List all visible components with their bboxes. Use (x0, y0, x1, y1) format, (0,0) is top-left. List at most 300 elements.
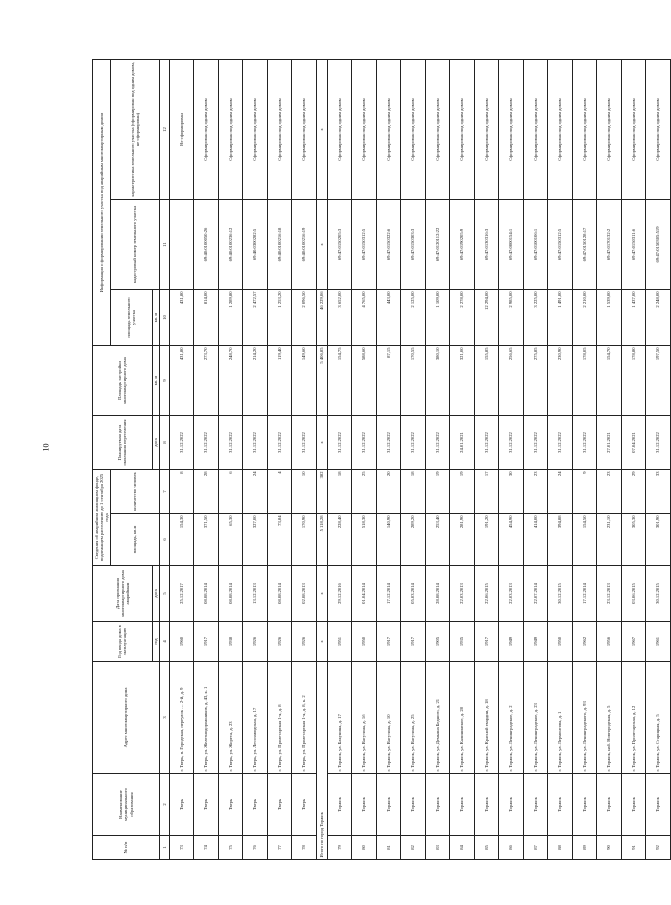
cell-year: 1956 (597, 622, 622, 662)
hdr-area: площадь, кв.м (110, 514, 159, 566)
cell-people: 20 (376, 470, 401, 514)
cell-land: 2 248,00 (646, 290, 671, 346)
cell-land: 1 289,80 (218, 290, 243, 346)
cell-date: 28.08.2014 (425, 566, 450, 622)
emergency-housing-table (92, 59, 671, 860)
cell-date: 03.06.2015 (621, 566, 646, 622)
cell-date: 02.08.2013 (292, 566, 317, 622)
cell-n: 76 (243, 836, 268, 860)
cell-cad: 69:47:0000154:1 (499, 200, 524, 290)
column-number: 9 (159, 346, 169, 416)
cell-year: 1917 (401, 622, 426, 662)
cell-land: 3 652,00 (327, 290, 352, 346)
cell-mun: Торжок (474, 774, 499, 836)
column-number: 10 (159, 290, 169, 346)
cell-area: 231,10 (597, 514, 622, 566)
cell-addr: г. Торжок, ул. Пролетарская, д. 12 (621, 662, 646, 774)
cell-addr: г. Торжок, ул. Ленинградское, д. 2 (499, 662, 524, 774)
cell-mun: Торжок (523, 774, 548, 836)
cell-area: 154,50 (572, 514, 597, 566)
subtotal-bld: 5 406,85 (316, 346, 327, 416)
hdr-fund-group: Сведения об аварийном жилищном фонде, подлежащем расселению до 1 сентября 2025 года (93, 470, 111, 566)
cell-date: 22.03.2013 (450, 566, 475, 622)
cell-addr: г. Тверь, ул. Пролетарская 1-я, д. 8 (267, 662, 292, 774)
cell-cad: 69:47:0120112:22 (425, 200, 450, 290)
cell-planned: 31.12.2022 (169, 416, 194, 470)
cell-people: 6 (218, 470, 243, 514)
cell-date: 29.12.2016 (327, 566, 352, 622)
cell-char: Сформирован под одним домом (267, 59, 292, 199)
hdr-land-area-unit: кв. м (152, 290, 159, 346)
cell-char: Сформирован под одним домом (352, 59, 377, 199)
cell-n: 88 (548, 836, 573, 860)
cell-addr: г. Торжок, ул. Бакунина, д. 17 (327, 662, 352, 774)
cell-char: Сформирован под одним домом (243, 59, 268, 199)
cell-n: 83 (425, 836, 450, 860)
cell-mun: Тверь (267, 774, 292, 836)
cell-cad: 69:47:0170132:2 (597, 200, 622, 290)
subtotal-date: х (316, 566, 327, 622)
cell-area: 289,20 (401, 514, 426, 566)
cell-planned: 31.12.2022 (218, 416, 243, 470)
cell-people: 29 (621, 470, 646, 514)
hdr-planned-date: дата (152, 416, 159, 470)
cell-date: 08.08.2014 (218, 566, 243, 622)
cell-addr: г. Торжок, ул. Демьяна Бедного, д. 21 (425, 662, 450, 774)
cell-area: 327,00 (243, 514, 268, 566)
cell-year: 1938 (218, 622, 243, 662)
cell-n: 90 (597, 836, 622, 860)
cell-mun: Торжок (499, 774, 524, 836)
cell-addr: г. Торжок, ул. Калининское, д. 28 (450, 662, 475, 774)
cell-land: 1 109,00 (425, 290, 450, 346)
cell-n: 87 (523, 836, 548, 860)
hdr-address: Адрес многоквартирного дома (93, 662, 160, 774)
cell-people: 28 (194, 470, 219, 514)
cell-area: 394,88 (548, 514, 573, 566)
cell-mun: Тверь (169, 774, 194, 836)
cell-addr: г. Тверь, п. Городская, переулок … 2-й, д. 9 (169, 662, 194, 774)
cell-people: 24 (243, 470, 268, 514)
cell-n: 91 (621, 836, 646, 860)
cell-mun: Торжок (450, 774, 475, 836)
cell-mun: Торжок (327, 774, 352, 836)
cell-char: Сформирован под одним домом (597, 59, 622, 199)
table-row (352, 59, 377, 859)
cell-year: 1905 (425, 622, 450, 662)
cell-bld: 197,50 (646, 346, 671, 416)
cell-land: 443,00 (376, 290, 401, 346)
table-row (292, 59, 317, 859)
cell-cad: 69:47:0150205:3 (327, 200, 352, 290)
cell-people: 33 (646, 470, 671, 514)
cell-people: 4 (267, 470, 292, 514)
rotated-table-wrapper (92, 60, 661, 860)
cell-date: 08.08.2014 (267, 566, 292, 622)
cell-date: 05.03.2014 (401, 566, 426, 622)
cell-year: 1917 (474, 622, 499, 662)
cell-area: 140,90 (376, 514, 401, 566)
cell-bld: 119,40 (267, 346, 292, 416)
cell-planned: 31.12.2022 (292, 416, 317, 470)
cell-date: 22.06.2015 (474, 566, 499, 622)
cell-people: 19 (450, 470, 475, 514)
cell-area: 518,30 (352, 514, 377, 566)
table-row (621, 59, 646, 859)
cell-land: 4 765,00 (352, 290, 377, 346)
subtotal-char: х (316, 59, 327, 199)
table-row (450, 59, 475, 859)
cell-bld: 588,60 (352, 346, 377, 416)
cell-n: 86 (499, 836, 524, 860)
subtotal-year: х (316, 622, 327, 662)
column-number: 12 (159, 59, 169, 199)
hdr-year: год (152, 622, 159, 662)
table-row (243, 59, 268, 859)
cell-bld: 154,75 (327, 346, 352, 416)
cell-date: 08.08.2014 (194, 566, 219, 622)
cell-cad: 69:40:0300282:5 (243, 200, 268, 290)
cell-planned: 31.12.2022 (267, 416, 292, 470)
cell-addr: г. Торжок, ул. Ватутина, д. 1б (352, 662, 377, 774)
cell-year: 1951 (327, 622, 352, 662)
table-row (646, 59, 671, 859)
cell-planned: 31.12.2022 (327, 416, 352, 470)
cell-mun: Тверь (194, 774, 219, 836)
cell-n: 79 (327, 836, 352, 860)
column-number-row (159, 59, 169, 859)
cell-planned: 31.12.2022 (376, 416, 401, 470)
cell-land: 2 985,00 (499, 290, 524, 346)
cell-land: 2 096,50 (292, 290, 317, 346)
table-row (499, 59, 524, 859)
cell-char: Сформирован под одним домом (499, 59, 524, 199)
cell-planned: 07.04.2021 (621, 416, 646, 470)
cell-cad: 69:47:0150311:6 (621, 200, 646, 290)
cell-mun: Торжок (646, 774, 671, 836)
cell-addr: г. Тверь, ул. Железнодорожников, д. 43, к. 1 (194, 662, 219, 774)
cell-area: 301,90 (646, 514, 671, 566)
cell-planned: 31.12.2022 (646, 416, 671, 470)
table-row (194, 59, 219, 859)
cell-date: 13.12.2013 (243, 566, 268, 622)
cell-bld: 149,60 (292, 346, 317, 416)
cell-people: 17 (474, 470, 499, 514)
cell-planned: 31.12.2022 (572, 416, 597, 470)
cell-bld: 431,80 (169, 346, 194, 416)
table-row (169, 59, 194, 859)
cell-year: 1950 (352, 622, 377, 662)
cell-people: 9 (572, 470, 597, 514)
cell-addr: г. Торжок, наб. Новгородская, д. 5 (597, 662, 622, 774)
cell-mun: Торжок (352, 774, 377, 836)
cell-date: 17.12.2014 (572, 566, 597, 622)
cell-area: 191,20 (474, 514, 499, 566)
cell-land: 1 253,20 (267, 290, 292, 346)
cell-mun: Тверь (243, 774, 268, 836)
cell-char: Сформирован под одним домом (646, 59, 671, 199)
cell-addr: г. Торжок, ул. Красной гвардии, д. 18 (474, 662, 499, 774)
subtotal-cad: х (316, 200, 327, 290)
cell-n: 92 (646, 836, 671, 860)
cell-cad: 69:40:0100216:19 (292, 200, 317, 290)
table-row (327, 59, 352, 859)
cell-people: 18 (327, 470, 352, 514)
cell-addr: г. Торжок, ул. Ленинградского, д. 93 (572, 662, 597, 774)
cell-date: 25.12.2017 (169, 566, 194, 622)
hdr-characteristic: характеристика земельного участка (сформирован под одним домом, не сформирован) (110, 59, 159, 199)
cell-area: 371,50 (194, 514, 219, 566)
cell-bld: 87,15 (376, 346, 401, 416)
hdr-recognition-group: Дата признания многоквартирного дома аварийным (93, 566, 153, 622)
cell-area: 305,30 (621, 514, 646, 566)
cell-n: 75 (218, 836, 243, 860)
cell-cad: 69:47:0150312:5 (352, 200, 377, 290)
cell-n: 73 (169, 836, 194, 860)
cell-addr: г. Торжок, ул. Лермонтова, д. 1 (548, 662, 573, 774)
cell-date: 23.12.2013 (597, 566, 622, 622)
cell-char: Сформирован под одним домом (621, 59, 646, 199)
column-number: 6 (159, 514, 169, 566)
cell-cad: 69:47:0150128:17 (572, 200, 597, 290)
cell-area: 65,30 (218, 514, 243, 566)
cell-bld: 380,10 (425, 346, 450, 416)
cell-land: 2 278,00 (450, 290, 475, 346)
cell-cad: 69:47:0150322:6 (376, 200, 401, 290)
cell-mun: Торжок (376, 774, 401, 836)
cell-char: Сформирован под одним домом (327, 59, 352, 199)
column-number: 4 (159, 622, 169, 662)
table-row (218, 59, 243, 859)
cell-bld: 256,65 (499, 346, 524, 416)
cell-people: 18 (401, 470, 426, 514)
cell-mun: Торжок (425, 774, 450, 836)
cell-n: 82 (401, 836, 426, 860)
cell-mun: Торжок (621, 774, 646, 836)
cell-planned: 31.12.2022 (523, 416, 548, 470)
column-number: 3 (159, 662, 169, 774)
hdr-people: количество человек (110, 470, 159, 514)
cell-area: 414,00 (523, 514, 548, 566)
cell-bld: 273,70 (194, 346, 219, 416)
cell-planned: 31.12.2022 (401, 416, 426, 470)
cell-cad (169, 200, 194, 290)
cell-bld: 154,70 (597, 346, 622, 416)
cell-land: 1 539,00 (597, 290, 622, 346)
cell-mun: Торжок (401, 774, 426, 836)
cell-bld: 214,20 (243, 346, 268, 416)
cell-year: 1926 (267, 622, 292, 662)
cell-people: 23 (597, 470, 622, 514)
hdr-municipality: Наименование муниципального образования (93, 774, 160, 836)
hdr-cadastral: кадастровый номер земельного участка (110, 200, 159, 290)
cell-date: 30.12.2015 (548, 566, 573, 622)
cell-year: 1962 (572, 622, 597, 662)
cell-n: 74 (194, 836, 219, 860)
cell-area: 73,84 (267, 514, 292, 566)
cell-date: 01.04.2014 (352, 566, 377, 622)
table-row (401, 59, 426, 859)
column-number: 5 (159, 566, 169, 622)
cell-cad: 69:40:0100236:12 (218, 200, 243, 290)
column-number: 7 (159, 470, 169, 514)
cell-area: 253,40 (425, 514, 450, 566)
cell-n: 78 (292, 836, 317, 860)
cell-mun: Торжок (597, 774, 622, 836)
cell-area: 281,90 (450, 514, 475, 566)
cell-people: 24 (548, 470, 573, 514)
cell-area: 170,90 (292, 514, 317, 566)
cell-addr: г. Тверь, ул. Жореса, д. 23 (218, 662, 243, 774)
hdr-recognition-date: дата (152, 566, 159, 622)
cell-char: Сформирован под одним домом (292, 59, 317, 199)
cell-people: 30 (499, 470, 524, 514)
cell-n: 80 (352, 836, 377, 860)
subtotal-planned: х (316, 416, 327, 470)
cell-mun: Торжок (548, 774, 573, 836)
cell-bld: 321,00 (450, 346, 475, 416)
cell-people: 19 (425, 470, 450, 514)
cell-cad: 69:47:0150303:3 (401, 200, 426, 290)
cell-year: 1967 (621, 622, 646, 662)
cell-n: 85 (474, 836, 499, 860)
page-number: 10 (41, 443, 51, 452)
cell-land: 814,00 (194, 290, 219, 346)
cell-addr: г. Торжок, ул. Ватутина, д. 25 (401, 662, 426, 774)
cell-planned: 31.12.2022 (474, 416, 499, 470)
hdr-land-area: площадь земельного участка (110, 290, 152, 346)
cell-year: 1926 (292, 622, 317, 662)
cell-planned: 31.12.2022 (352, 416, 377, 470)
cell-date: 22.07.2014 (523, 566, 548, 622)
cell-addr: г. Торжок, ул. Старицкая, д. 5 (646, 662, 671, 774)
column-number: 8 (159, 416, 169, 470)
cell-year: 1926 (243, 622, 268, 662)
cell-bld: 155,85 (474, 346, 499, 416)
cell-year: 1935 (450, 622, 475, 662)
cell-year: 1949 (499, 622, 524, 662)
cell-cad: 69:47:0150312:5 (548, 200, 573, 290)
cell-planned: 31.12.2022 (243, 416, 268, 470)
hdr-year-group: Год ввода дома в эксплуатацию (93, 622, 153, 662)
cell-land: 2 210,00 (572, 290, 597, 346)
cell-planned: 27.01.2021 (597, 416, 622, 470)
cell-cad: 69:47:0150305:519 (646, 200, 671, 290)
subtotal-label: Итого по город Торжок (316, 662, 327, 860)
table-row (474, 59, 499, 859)
cell-people: 25 (352, 470, 377, 514)
cell-char: Сформирован под одним домом (523, 59, 548, 199)
cell-mun: Тверь (218, 774, 243, 836)
table-row (548, 59, 573, 859)
cell-cad: 69:47:0190205:9 (450, 200, 475, 290)
cell-land: 431,80 (169, 290, 194, 346)
cell-people: 8 (169, 470, 194, 514)
cell-bld: 275,85 (523, 346, 548, 416)
hdr-planned-group: Планируемая дата окончания переселения (93, 416, 153, 470)
cell-n: 77 (267, 836, 292, 860)
cell-mun: Торжок (572, 774, 597, 836)
cell-n: 84 (450, 836, 475, 860)
hdr-building-area-unit: кв. м (152, 346, 159, 416)
column-number: 11 (159, 200, 169, 290)
cell-char: Сформирован под одним домом (548, 59, 573, 199)
cell-n: 81 (376, 836, 401, 860)
cell-land: 3 225,00 (523, 290, 548, 346)
cell-addr: г. Тверь, ул. Пролетарская 1-я, д. 8, к. 2 (292, 662, 317, 774)
cell-area: 228,40 (327, 514, 352, 566)
cell-date: 30.12.2015 (646, 566, 671, 622)
cell-addr: г. Тверь, ул. Лесозаводская, д. 17 (243, 662, 268, 774)
cell-n: 89 (572, 836, 597, 860)
cell-year: 1960 (169, 622, 194, 662)
cell-cad: 69:47:0100106:1 (523, 200, 548, 290)
subtotal-row (316, 59, 327, 859)
table-row (267, 59, 292, 859)
cell-cad: 69:40:0100216:18 (267, 200, 292, 290)
cell-bld: 178,05 (572, 346, 597, 416)
cell-bld: 230,90 (548, 346, 573, 416)
cell-bld: 248,70 (218, 346, 243, 416)
cell-date: 22.03.2013 (499, 566, 524, 622)
hdr-building-area-group: Площадь застройки многоквартирного дома (93, 346, 153, 416)
hdr-land-group: Информация о формировании земельного участка под аварийным многоквартирным домом (93, 59, 111, 345)
cell-char: Сформирован под одним домом (401, 59, 426, 199)
cell-planned: 31.12.2022 (548, 416, 573, 470)
cell-char: Сформирован под одним домом (194, 59, 219, 199)
cell-char: Сформирован под одним домом (425, 59, 450, 199)
subtotal-area: 5 118,28 (316, 514, 327, 566)
cell-land: 1 437,00 (621, 290, 646, 346)
cell-planned: 31.12.2022 (499, 416, 524, 470)
cell-people: 23 (523, 470, 548, 514)
column-number: 1 (159, 836, 169, 860)
cell-char: Сформирован под одним домом (474, 59, 499, 199)
cell-date: 17.12.2014 (376, 566, 401, 622)
cell-land: 2 472,57 (243, 290, 268, 346)
cell-addr: г. Торжок, ул. Ленинградское, д. 23 (523, 662, 548, 774)
cell-land: 12 294,00 (474, 290, 499, 346)
cell-year: 1961 (646, 622, 671, 662)
cell-planned: 24.01.2021 (450, 416, 475, 470)
subtotal-land: 46 229,06 (316, 290, 327, 346)
table-row (376, 59, 401, 859)
subtotal-people: 382 (316, 470, 327, 514)
cell-addr: г. Торжок, ул. Ватутина, д. 10 (376, 662, 401, 774)
column-number: 2 (159, 774, 169, 836)
cell-mun: Тверь (292, 774, 317, 836)
cell-people: 10 (292, 470, 317, 514)
cell-char: Не сформирован (169, 59, 194, 199)
cell-year: 1917 (376, 622, 401, 662)
cell-year: 1917 (194, 622, 219, 662)
table-row (523, 59, 548, 859)
cell-area: 454,90 (499, 514, 524, 566)
cell-cad: 69:47:0130316:3 (474, 200, 499, 290)
table-row (572, 59, 597, 859)
table-row (597, 59, 622, 859)
cell-char: Сформирован под одним домом (218, 59, 243, 199)
cell-char: Сформирован под одним домом (376, 59, 401, 199)
cell-planned: 31.12.2022 (194, 416, 219, 470)
table-row (425, 59, 450, 859)
cell-char: Сформирован под одним домом (572, 59, 597, 199)
cell-planned: 31.12.2022 (425, 416, 450, 470)
cell-area: 154,30 (169, 514, 194, 566)
cell-bld: 178,80 (621, 346, 646, 416)
cell-year: 1950 (548, 622, 573, 662)
cell-cad: 69:40:0100050:26 (194, 200, 219, 290)
